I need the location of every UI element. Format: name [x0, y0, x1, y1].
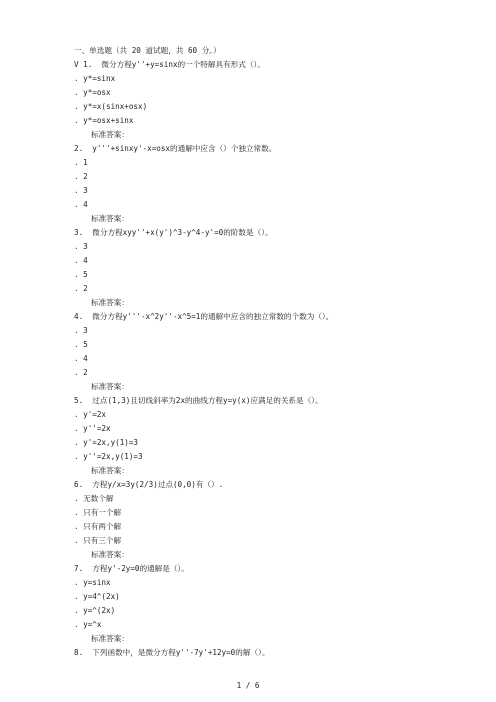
- question-list: [74, 44, 474, 660]
- option-a: . y=sinx: [74, 578, 111, 587]
- option-b: . 只有一个解: [74, 508, 122, 517]
- option-c: . 5: [74, 270, 88, 279]
- question-stem: 3. 微分方程xyy''+x(y')^3-y^4-y'=0的阶数是（）。: [74, 228, 273, 237]
- option-a: . 无数个解: [74, 494, 114, 503]
- option-a: . 3: [74, 326, 88, 335]
- option-d: . y''=2x,y(1)=3: [74, 452, 143, 461]
- option-b: . 5: [74, 340, 88, 349]
- option-a: . 3: [74, 242, 88, 251]
- answer-label: 标准答案：: [91, 466, 129, 475]
- option-d: . 2: [74, 368, 88, 377]
- option-a: . y*=sinx: [74, 74, 116, 83]
- answer-label: 标准答案：: [91, 382, 129, 391]
- answer-label: 标准答案：: [91, 550, 129, 559]
- section-header: 一、单选题（共 20 道试题，共 60 分。）: [74, 46, 221, 55]
- option-d: . y*=osx+sinx: [74, 116, 134, 125]
- question-stem: 2. y'''+sinxy'-x=osx的通解中应含（）个独立常数。: [74, 144, 277, 153]
- option-b: . y*=osx: [74, 88, 111, 97]
- option-d: . y=^x: [74, 620, 102, 629]
- answer-label: 标准答案：: [91, 298, 129, 307]
- question-stem: 6. 方程y/x=3y(2/3)过点(0,0)有（）.: [74, 480, 224, 489]
- option-b: . 2: [74, 172, 88, 181]
- option-c: . y=^(2x): [74, 606, 116, 615]
- option-a: . y'=2x: [74, 410, 107, 419]
- option-b: . y''=2x: [74, 424, 111, 433]
- option-d: . 4: [74, 200, 88, 209]
- question-stem: 4. 微分方程y'''-x^2y''-x^5=1的通解中应含的独立常数的个数为（）。: [74, 312, 334, 321]
- question-stem: 8. 下列函数中，是微分方程y''-7y'+12y=0的解（）。: [74, 648, 270, 657]
- option-c: . 4: [74, 354, 88, 363]
- answer-label: 标准答案：: [91, 634, 129, 643]
- option-c: . 3: [74, 186, 88, 195]
- option-a: . 1: [74, 158, 88, 167]
- answer-label: 标准答案：: [91, 214, 129, 223]
- option-c: . y'=2x,y(1)=3: [74, 438, 139, 447]
- option-b: . 4: [74, 256, 88, 265]
- option-c: . y*=x(sinx+osx): [74, 102, 148, 111]
- option-d: . 2: [74, 284, 88, 293]
- question-stem: 5. 过点(1,3)且切线斜率为2x的曲线方程y=y(x)应满足的关系是（）。: [74, 396, 323, 405]
- answer-label: 标准答案：: [91, 130, 129, 139]
- option-d: . 只有三个解: [74, 536, 122, 545]
- option-b: . y=4^(2x): [74, 592, 120, 601]
- question-stem: V 1. 微分方程y''+y=sinx的一个特解具有形式（）。: [74, 60, 265, 69]
- option-c: . 只有两个解: [74, 522, 122, 531]
- page-number: 1 / 6: [236, 681, 260, 690]
- question-stem: 7. 方程y'-2y=0的通解是（）。: [74, 564, 189, 573]
